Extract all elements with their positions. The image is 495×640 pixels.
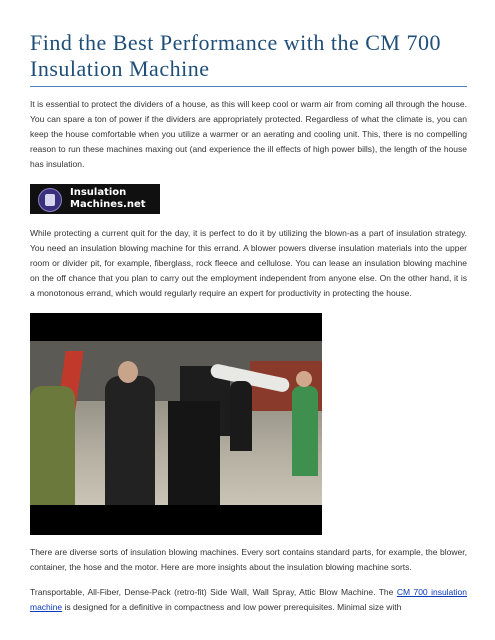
person-center-head	[118, 361, 138, 383]
paragraph-types: There are diverse sorts of insulation blowing machines. Every sort contains standard parts, for example, the blower, container, the hose and the motor. Here are more insights about the insulation blowing machine sorts.	[30, 547, 467, 572]
paragraph-cm700-end: is designed for a definitive in compactness and low power prerequisites. Minimal size with	[62, 602, 402, 612]
title-rule	[30, 86, 467, 87]
insulation-machine	[168, 401, 220, 505]
page-title: Find the Best Performance with the CM 700 Insulation Machine	[30, 30, 441, 81]
paragraph-cm700	[30, 585, 467, 615]
logo-badge-icon	[38, 188, 62, 212]
person-right-head	[296, 371, 312, 387]
paragraph-intro: It is essential to protect the dividers of a house, as this will keep cool or warm air from coming all through the house. You can spare a ton of power if the dividers are appropriately protected. Regardless of what the climate is, you can keep the house comfortable when you utilize a warmer or an aerating and cooling unit. This, there is no compelling reason to run these machines maxing out (and experience the ill effects of high power bills), the length of the house has insulation.	[30, 99, 467, 169]
person-left	[30, 386, 75, 505]
paragraph-cm700-start: Transportable, All-Fiber, Dense-Pack (retro-fit) Side Wall, Wall Spray, Attic Blow Machine. The	[30, 587, 397, 597]
person-center	[105, 376, 155, 505]
cm700-insulation-machine-link[interactable]: CM 700 insulation machine	[30, 587, 467, 612]
person-back	[230, 381, 252, 451]
person-right	[292, 386, 318, 476]
video-frame	[30, 341, 322, 505]
paragraph-blown-in: While protecting a current quit for the day, it is perfect to do it by utilizing the blown-as a part of insulation strategy. You need an insulation blowing machine for this errand. A blower powers diverse insulation materials into the upper room or divider pit, for example, fiberglass, rock fleece and cellulose. You can lease an insulation blowing machine on the off chance that you plan to carry out the employment independent from anyone else. On the other hand, it is a monotonous errand, which would regularly require an expert for productivity in protecting the house.	[30, 228, 467, 298]
logo-text-line1: Insulation	[70, 187, 127, 198]
document-page	[30, 30, 467, 615]
insulation-machines-logo[interactable]	[30, 184, 160, 214]
video-player[interactable]	[30, 313, 322, 535]
logo-text-line2: Machines.net	[70, 199, 146, 210]
